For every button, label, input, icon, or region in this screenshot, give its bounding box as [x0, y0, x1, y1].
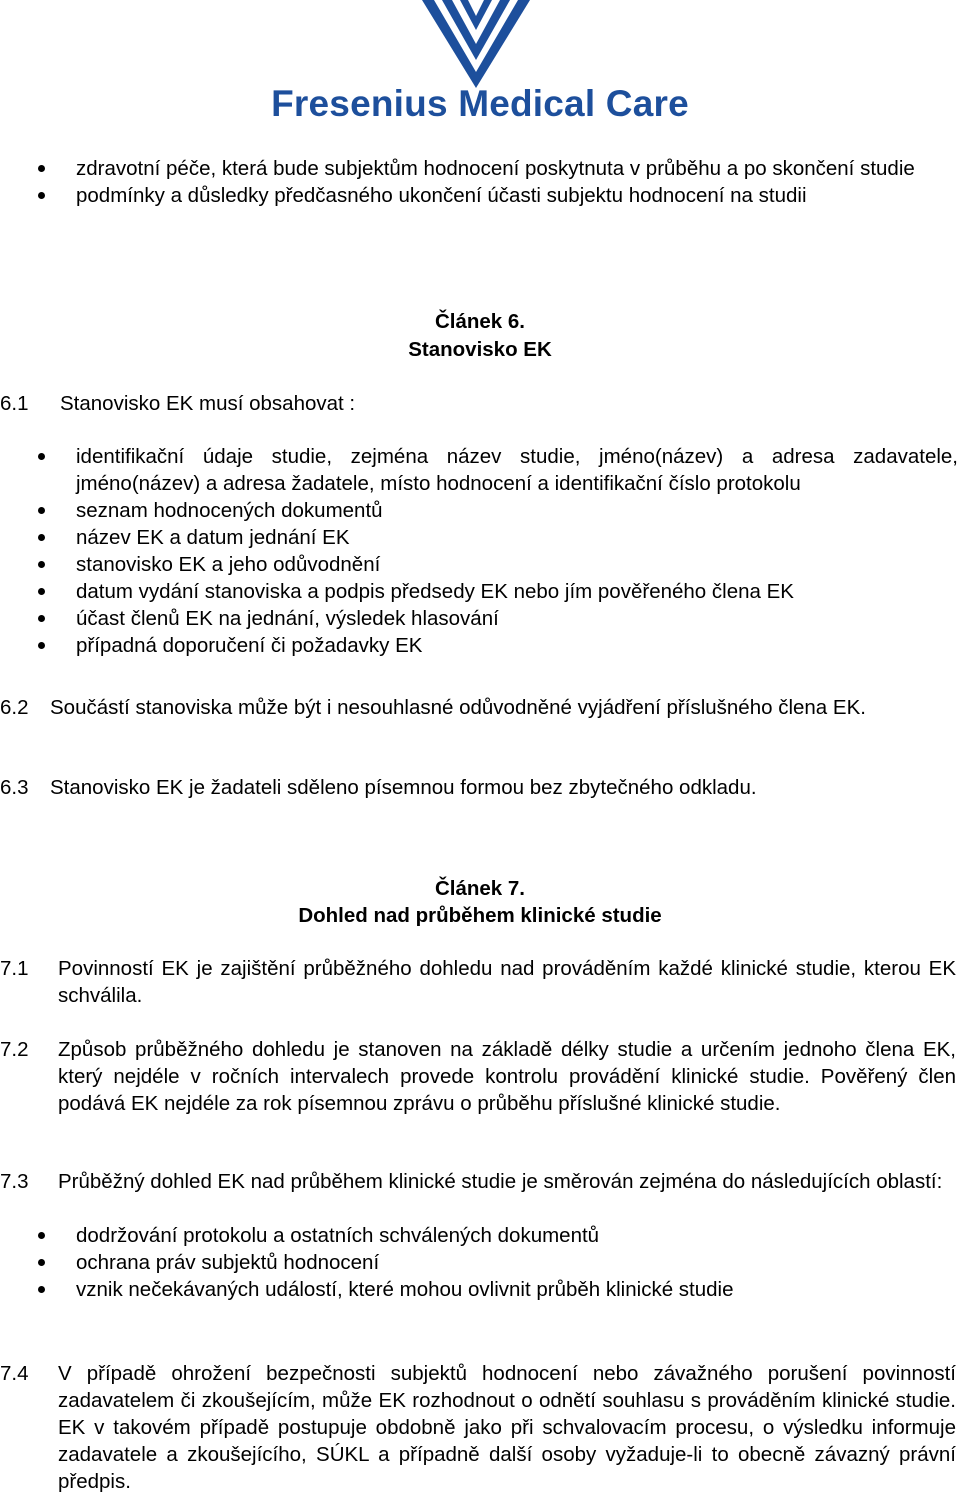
paragraph-6-3: Stanovisko EK je žadateli sděleno písemnou formou bez zbytečného odkladu.: [50, 776, 757, 799]
list-item: podmínky a důsledky předčasného ukončení účasti subjektu hodnocení na studii: [38, 182, 958, 209]
list-item: účast členů EK na jednání, výsledek hlasování: [38, 605, 958, 632]
bullet-icon: [38, 165, 45, 172]
paragraph-6-2: Součástí stanoviska může být i nesouhlasné odůvodněné vyjádření příslušného člena EK.: [50, 696, 866, 719]
paragraph-6-1: Stanovisko EK musí obsahovat :: [60, 392, 356, 415]
fresenius-logo-icon: [420, 0, 532, 90]
article7-heading-line1: Článek 7.: [434, 877, 526, 900]
list-item: zdravotní péče, která bude subjektům hodnocení poskytnuta v průběhu a po skončení studie: [38, 155, 958, 182]
paragraph-7-1: Povinností EK je zajištění průběžného dohledu nad prováděním každé klinické studie, kterou EK schválila.: [58, 957, 956, 1007]
article6-heading-line1: Článek 6.: [434, 310, 526, 333]
bullet-icon: [38, 1232, 45, 1239]
paragraph-number: 6.3: [0, 776, 29, 799]
paragraph-7-4: V případě ohrožení bezpečnosti subjektů hodnocení nebo závažného porušení povinností zadavatelem či zkoušejícím, může EK rozhodnout o odnětí souhlasu s prováděním klinické studie. EK v takovém případě postupuje obdobně jako při schvalovacím procesu, o výsledku informuje zadavatele a zkoušejícího, SÚKL a případně další osoby vyžaduje-li to obecně závazný právní předpis.: [58, 1362, 956, 1493]
paragraph-number: 7.1: [0, 957, 29, 980]
list-item: stanovisko EK a jeho odůvodnění: [38, 551, 958, 578]
bullet-icon: [38, 615, 45, 622]
paragraph-number: 6.1: [0, 392, 29, 415]
brand-name: Fresenius Medical Care: [271, 83, 689, 124]
article7-bullet-list: [38, 1222, 958, 1303]
list-item: dodržování protokolu a ostatních schválených dokumentů: [38, 1222, 958, 1249]
bullet-icon: [38, 507, 45, 514]
list-item: název EK a datum jednání EK: [38, 524, 958, 551]
bullet-icon: [38, 192, 45, 199]
bullet-icon: [38, 642, 45, 649]
bullet-icon: [38, 561, 45, 568]
paragraph-number: 7.3: [0, 1170, 29, 1193]
list-item: ochrana práv subjektů hodnocení: [38, 1249, 958, 1276]
bullet-icon: [38, 534, 45, 541]
bullet-icon: [38, 453, 45, 460]
paragraph-number: 7.4: [0, 1362, 29, 1385]
list-item: případná doporučení či požadavky EK: [38, 632, 958, 659]
bullet-icon: [38, 588, 45, 595]
bullet-icon: [38, 1286, 45, 1293]
list-item: vznik nečekávaných událostí, které mohou ovlivnit průběh klinické studie: [38, 1276, 958, 1303]
list-item: datum vydání stanoviska a podpis předsedy EK nebo jím pověřeného člena EK: [38, 578, 958, 605]
article6-heading-line2: Stanovisko EK: [408, 338, 552, 361]
article6-bullet-list: [38, 443, 958, 659]
paragraph-number: 6.2: [0, 696, 29, 719]
paragraph-7-2: Způsob průběžného dohledu je stanoven na základě délky studie a určením jednoho člena EK, který nejdéle v ročních intervalech provede kontrolu provádění klinické studie. Pověřený člen podává EK nejdéle za rok písemnou zprávu o průběhu příslušné klinické studie.: [58, 1038, 956, 1115]
paragraph-number: 7.2: [0, 1038, 29, 1061]
article7-heading-line2: Dohled nad průběhem klinické studie: [298, 904, 662, 927]
top-bullet-list: [38, 155, 958, 209]
list-item: identifikační údaje studie, zejména název studie, jméno(název) a adresa zadavatele, jméno(název) a adresa žadatele, místo hodnocení a identifikační číslo protokolu: [38, 443, 958, 497]
bullet-icon: [38, 1259, 45, 1266]
paragraph-7-3: Průběžný dohled EK nad průběhem klinické studie je směrován zejména do následujících oblastí:: [58, 1170, 943, 1193]
list-item: seznam hodnocených dokumentů: [38, 497, 958, 524]
